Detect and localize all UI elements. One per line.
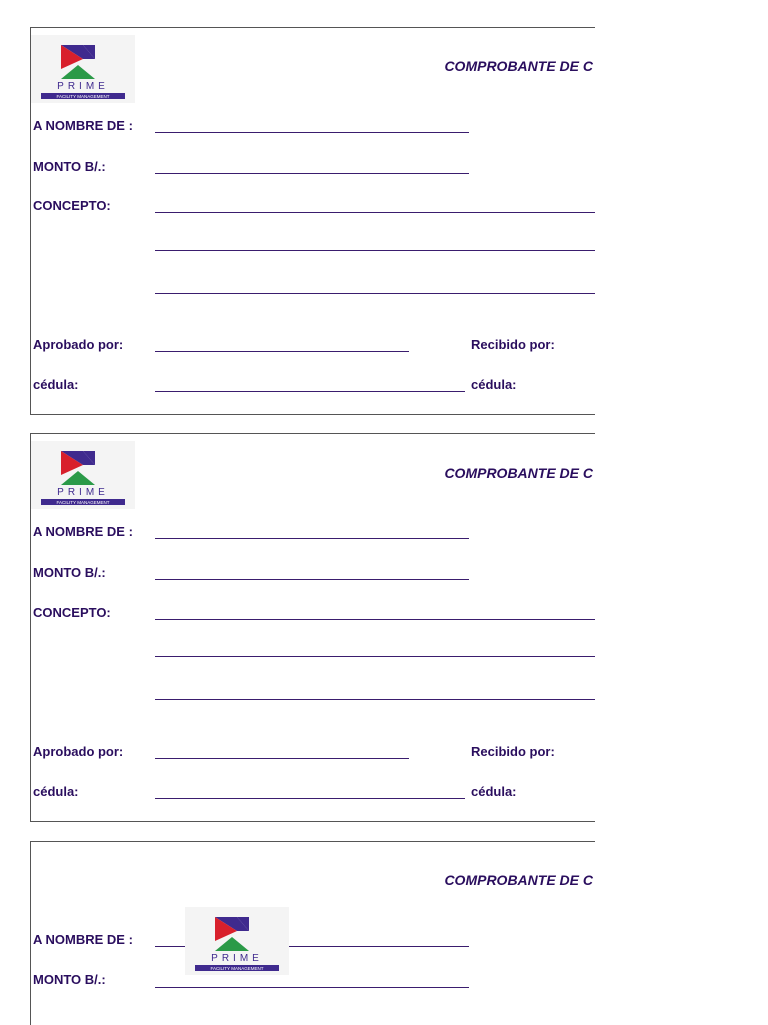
id-line[interactable] bbox=[155, 391, 465, 392]
voucher-2 bbox=[30, 433, 595, 822]
amount-line[interactable] bbox=[155, 987, 469, 988]
voucher-1 bbox=[30, 27, 595, 415]
svg-text:FACILITY MANAGEMENT: FACILITY MANAGEMENT bbox=[210, 966, 264, 971]
amount-line[interactable] bbox=[155, 579, 469, 580]
prime-logo bbox=[31, 35, 135, 103]
svg-text:PRIME: PRIME bbox=[211, 953, 263, 964]
svg-text:FACILITY MANAGEMENT: FACILITY MANAGEMENT bbox=[56, 500, 110, 505]
name-label: A NOMBRE DE : bbox=[33, 118, 133, 133]
svg-text:FACILITY MANAGEMENT: FACILITY MANAGEMENT bbox=[56, 94, 110, 99]
concept-line-2[interactable] bbox=[155, 656, 595, 657]
svg-text:PRIME: PRIME bbox=[57, 487, 109, 498]
name-line[interactable] bbox=[155, 132, 469, 133]
concept-line-3[interactable] bbox=[155, 699, 595, 700]
received-label: Recibido por: bbox=[471, 337, 555, 352]
amount-label: MONTO B/.: bbox=[33, 972, 106, 987]
approved-line[interactable] bbox=[155, 758, 409, 759]
approved-label: Aprobado por: bbox=[33, 337, 124, 352]
name-label: A NOMBRE DE : bbox=[33, 524, 133, 539]
amount-label: MONTO B/.: bbox=[33, 565, 106, 580]
concept-label: CONCEPTO: bbox=[33, 198, 111, 213]
id-label: cédula: bbox=[33, 377, 79, 392]
amount-line[interactable] bbox=[155, 173, 469, 174]
id-label: cédula: bbox=[33, 784, 79, 799]
name-label: A NOMBRE DE : bbox=[33, 932, 133, 947]
concept-line-3[interactable] bbox=[155, 293, 595, 294]
name-line[interactable] bbox=[155, 538, 469, 539]
amount-label: MONTO B/.: bbox=[33, 159, 106, 174]
voucher-title: COMPROBANTE DE C bbox=[444, 58, 593, 74]
id-line[interactable] bbox=[155, 798, 465, 799]
received-label: Recibido por: bbox=[471, 744, 555, 759]
id-label-right: cédula: bbox=[471, 377, 517, 392]
concept-line-1[interactable] bbox=[155, 212, 595, 213]
voucher-title: COMPROBANTE DE C bbox=[444, 465, 593, 481]
id-label-right: cédula: bbox=[471, 784, 517, 799]
concept-line-1[interactable] bbox=[155, 619, 595, 620]
voucher-title: COMPROBANTE DE C bbox=[444, 872, 593, 888]
voucher-3 bbox=[30, 841, 595, 1025]
approved-label: Aprobado por: bbox=[33, 744, 124, 759]
concept-label: CONCEPTO: bbox=[33, 605, 111, 620]
concept-line-2[interactable] bbox=[155, 250, 595, 251]
svg-text:PRIME: PRIME bbox=[57, 81, 109, 92]
approved-line[interactable] bbox=[155, 351, 409, 352]
prime-logo bbox=[185, 907, 289, 975]
prime-logo bbox=[31, 441, 135, 509]
